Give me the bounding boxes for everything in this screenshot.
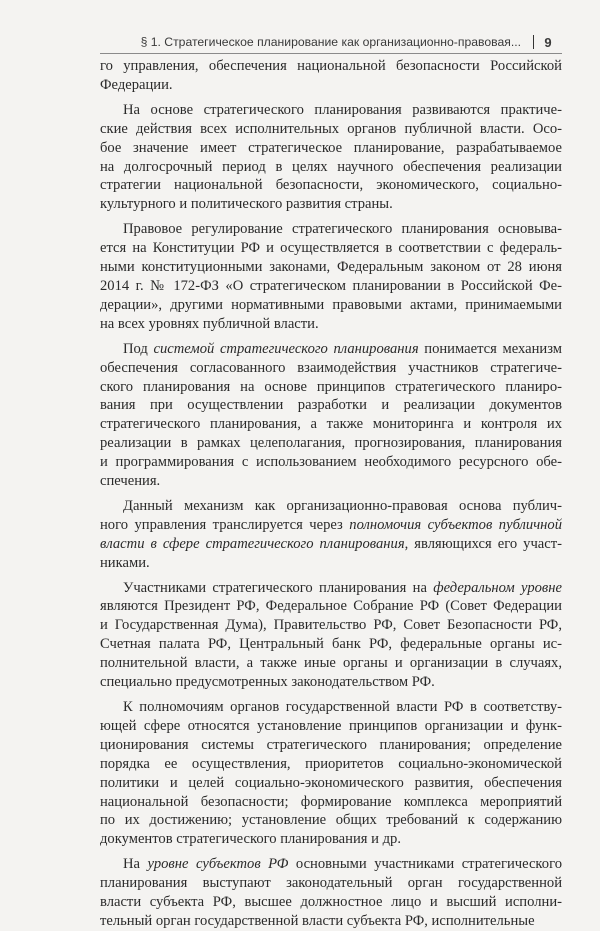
text-line [100,277,562,296]
text-line [100,654,562,673]
text-line [100,755,562,774]
text-run: 2014 г. № 172-ФЗ «О стратегическом планировании в Российской Фе- [100,277,562,294]
text-run: Счетная палата РФ, Центральный банк РФ, федеральные органы ис- [100,636,562,653]
text-line [100,535,562,554]
text-run: спечения. [100,473,161,490]
text-line [100,516,562,535]
text-line [100,315,562,334]
text-run: и Государственная Дума), Правительство РФ, Совет Безопасности РФ, [100,617,562,634]
text-line [100,811,562,830]
text-line [100,736,562,755]
text-line [100,220,562,239]
text-run: культурного и политического развития страны. [100,196,393,213]
text-line [100,120,562,139]
text-line [100,830,562,849]
text-line [100,912,562,931]
text-run: К полномочиям органов государственной власти РФ в соответству- [123,699,562,715]
text-line [100,239,562,258]
text-run: стратегического планирования, а также мониторинга и контроля их [100,416,562,433]
text-line [100,139,562,158]
text-run: стратегии национальной безопасности, экономического, социально- [100,177,562,194]
text-run: обеспечения согласованного взаимодействия участников стратегиче- [100,359,562,376]
text-run: ного управления транслируется через [100,516,350,533]
text-line [100,158,562,177]
text-run: планирования выступают законодательный орган государственной [100,875,562,892]
running-header [100,31,562,53]
text-run: Правовое регулирование стратегического планирования основыва- [123,221,562,238]
text-run: на всех уровнях публичной власти. [100,315,319,332]
text-line [100,258,562,277]
body-text [100,57,562,931]
text-run: на долгосрочный период в целях научного обеспечения реализации [100,158,562,175]
page-number: 9 [544,34,552,50]
text-run: полнительной власти, а также иные органы и организации в случаях, [100,655,562,672]
text-run: основными участниками стратегического [288,856,563,873]
text-run: понимается механизм [418,340,562,357]
text-line [100,579,562,598]
text-line [100,378,562,397]
text-run: бое значение имеет стратегическое планирование, разрабатываемое [100,139,562,156]
text-run: тельный орган государственной власти субъекта РФ, исполнительные [100,912,535,929]
text-line [100,774,562,793]
text-run: го управления, обеспечения национальной безопасности Российской [100,58,562,74]
text-run: по их достижению; установление общих требований к содержанию [100,812,562,829]
text-run: реализации в рамках целеполагания, прогнозирования, планирования [100,435,562,452]
text-line [100,855,562,874]
italic-term: полномочия субъектов публичной [349,516,562,533]
text-run: политики и целей социально-экономического развития, обеспечения [100,774,562,791]
text-run: ционирования системы стратегического планирования; определение [100,736,562,753]
text-line [100,717,562,736]
text-line [100,195,562,214]
text-run: дерации», другими нормативными правовыми актами, принимаемыми [100,296,562,313]
text-line [100,616,562,635]
text-line [100,340,562,359]
text-run: ющей сфере относятся установление принципов организации и функ- [100,717,562,734]
text-run: никами. [100,554,150,571]
text-line [100,874,562,893]
text-line [100,434,562,453]
text-run: являются Президент РФ, Федеральное Собрание РФ (Совет Федерации [100,598,562,615]
text-run: порядка ее осуществления, приоритетов социально-экономической [100,755,562,772]
text-run: Данный механизм как организационно-правовая основа публич- [123,497,562,514]
text-line [100,793,562,812]
text-run: Под [123,340,154,357]
text-line [100,554,562,573]
text-run: ского планирования на основе принципов стратегического планиро- [100,378,562,395]
text-run: Участниками стратегического планирования на [123,579,434,596]
text-run: На [123,856,148,873]
text-run: , являющихся его участ- [404,535,562,552]
text-run: ется на Конституции РФ и осуществляется в соответствии с федераль- [100,240,562,257]
text-line [100,698,562,717]
text-line [100,597,562,616]
text-run: вания при осуществлении разработки и реализации документов [100,397,562,414]
text-line [100,396,562,415]
text-run: власти субъекта РФ, высшее должностное лицо и высший исполни- [100,894,562,911]
text-line [100,497,562,516]
running-header-title: § 1. Стратегическое планирование как организационно-правовая... [140,35,521,49]
text-line [100,176,562,195]
text-line [100,635,562,654]
text-line [100,296,562,315]
text-run: Федерации. [100,76,173,93]
text-run: национальной безопасности; формирование комплекса мероприятий [100,793,562,810]
text-run: ными конституционными законами, Федеральным законом от 28 июня [100,259,562,276]
text-line [100,415,562,434]
text-line [100,359,562,378]
text-line [100,893,562,912]
text-run: и программирования с использованием необходимого ресурсного обе- [100,454,562,471]
header-rule [100,53,562,54]
text-line [100,57,562,76]
text-run: ские действия всех исполнительных органов публичной власти. Осо- [100,120,562,137]
text-line [100,472,562,491]
italic-term: системой стратегического планирования [153,340,419,357]
text-line [100,101,562,120]
italic-term: уровне субъектов РФ [147,856,289,873]
text-line [100,453,562,472]
italic-term: федеральном уровне [433,579,562,596]
italic-term: власти в сфере стратегического планирования [100,535,405,552]
text-line [100,673,562,692]
text-run: специально предусмотренных законодательством РФ. [100,674,435,691]
text-run: На основе стратегического планирования развиваются практиче- [123,101,562,118]
text-line [100,76,562,95]
text-run: документов стратегического планирования и др. [100,831,401,848]
